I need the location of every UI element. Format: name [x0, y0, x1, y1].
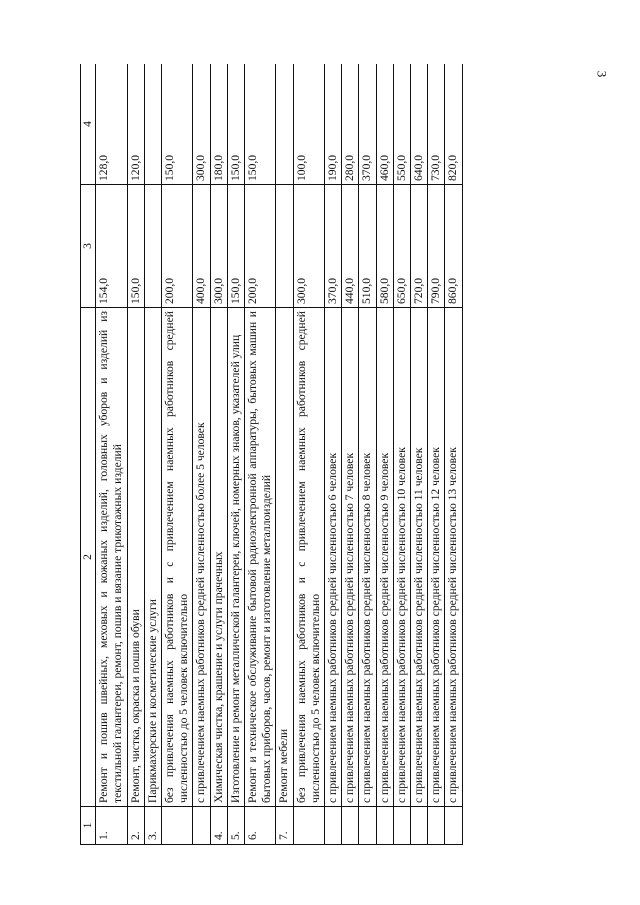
value-col4-cell: 460,0: [376, 64, 393, 185]
table-row: [293, 64, 324, 845]
value-col4-cell: 100,0: [293, 64, 324, 185]
service-name-cell: с привлечением наемных работников средней численностью 8 человек: [359, 308, 376, 807]
table-row: [276, 64, 293, 845]
service-name-cell: Ремонт и техническое обслуживание бытовой радиоэлектронной аппаратуры, бытовых машин и бытовых приборов, часов, ремонт и изготовление металлоизделий: [245, 308, 276, 807]
value-col3-cell: 400,0: [193, 185, 210, 308]
page-number: 3: [594, 70, 610, 78]
table-row: [127, 64, 144, 845]
value-col3-cell: 150,0: [227, 185, 244, 308]
service-name-cell: Парикмахерские и косметические услуги: [144, 308, 161, 807]
value-col4-cell: 550,0: [393, 64, 410, 185]
value-col3-cell: 200,0: [162, 185, 193, 308]
value-col3-cell: 860,0: [445, 185, 462, 308]
table-row: [227, 64, 244, 845]
row-number-cell: 1.: [96, 807, 127, 845]
service-name-cell: Изготовление и ремонт металлической галантереи, ключей, номерных знаков, указателей улиц: [227, 308, 244, 807]
service-name-cell: с привлечением наемных работников средней численностью 7 человек: [342, 308, 359, 807]
row-number-cell: [376, 807, 393, 845]
row-number-cell: [293, 807, 324, 845]
value-col4-cell: 150,0: [227, 64, 244, 185]
value-col4-cell: 120,0: [127, 64, 144, 185]
value-col4-cell: 190,0: [325, 64, 342, 185]
table-row: [193, 64, 210, 845]
table-row: [162, 64, 193, 845]
table-row: [96, 64, 127, 845]
value-col3-cell: 370,0: [325, 185, 342, 308]
header-cell-4: 4: [81, 64, 96, 185]
table-row: [376, 64, 393, 845]
value-col3-cell: 510,0: [359, 185, 376, 308]
table-row: [144, 64, 161, 845]
table-row: [210, 64, 227, 845]
service-name-cell: без привлечения наемных работников и с привлечением наемных работников средней численностью до 5 человек включительно: [293, 308, 324, 807]
row-number-cell: [359, 807, 376, 845]
row-number-cell: [428, 807, 445, 845]
table-row: [359, 64, 376, 845]
value-col4-cell: 280,0: [342, 64, 359, 185]
value-col4-cell: 730,0: [428, 64, 445, 185]
table-header-row: [81, 64, 96, 845]
value-col3-cell: 154,0: [96, 185, 127, 308]
value-col4-cell: 180,0: [210, 64, 227, 185]
row-number-cell: [325, 807, 342, 845]
service-name-cell: без привлечения наемных работников и с привлечением наемных работников средней численностью до 5 человек включительно: [162, 308, 193, 807]
row-number-cell: [193, 807, 210, 845]
row-number-cell: 6.: [245, 807, 276, 845]
value-col4-cell: 128,0: [96, 64, 127, 185]
value-col3-cell: 650,0: [393, 185, 410, 308]
value-col3-cell: 790,0: [428, 185, 445, 308]
service-name-cell: с привлечением наемных работников средней численностью 12 человек: [428, 308, 445, 807]
row-number-cell: 3.: [144, 807, 161, 845]
table-row: [342, 64, 359, 845]
table-row: [445, 64, 462, 845]
value-col3-cell: [276, 185, 293, 308]
value-col4-cell: 640,0: [411, 64, 428, 185]
value-col3-cell: 200,0: [245, 185, 276, 308]
document-sheet: [80, 64, 573, 845]
row-number-cell: 5.: [227, 807, 244, 845]
header-cell-2: 2: [81, 308, 96, 807]
value-col3-cell: 300,0: [210, 185, 227, 308]
value-col3-cell: [144, 185, 161, 308]
service-name-cell: Химическая чистка, крашение и услуги прачечных: [210, 308, 227, 807]
header-cell-3: 3: [81, 185, 96, 308]
row-number-cell: [162, 807, 193, 845]
row-number-cell: [411, 807, 428, 845]
value-col4-cell: 300,0: [193, 64, 210, 185]
value-col4-cell: 820,0: [445, 64, 462, 185]
value-col4-cell: [276, 64, 293, 185]
service-name-cell: с привлечением наемных работников средней численностью 10 человек: [393, 308, 410, 807]
table-row: [393, 64, 410, 845]
value-col4-cell: [144, 64, 161, 185]
service-name-cell: с привлечением наемных работников средней численностью более 5 человек: [193, 308, 210, 807]
table-row: [245, 64, 276, 845]
service-name-cell: с привлечением наемных работников средней численностью 13 человек: [445, 308, 462, 807]
row-number-cell: 7.: [276, 807, 293, 845]
service-name-cell: Ремонт и пошив швейных, меховых и кожаных изделий, головных уборов и изделий из текстильной галантереи, ремонт, пошив и вязание трикотажных изделий: [96, 308, 127, 807]
row-number-cell: 4.: [210, 807, 227, 845]
value-col3-cell: 300,0: [293, 185, 324, 308]
service-name-cell: Ремонт мебели: [276, 308, 293, 807]
row-number-cell: [342, 807, 359, 845]
rotated-table-wrapper: [80, 64, 573, 845]
table-row: [428, 64, 445, 845]
service-name-cell: с привлечением наемных работников средней численностью 11 человек: [411, 308, 428, 807]
value-col3-cell: 440,0: [342, 185, 359, 308]
table-row: [325, 64, 342, 845]
value-col3-cell: 720,0: [411, 185, 428, 308]
table-row: [411, 64, 428, 845]
service-name-cell: с привлечением наемных работников средней численностью 6 человек: [325, 308, 342, 807]
value-col3-cell: 150,0: [127, 185, 144, 308]
row-number-cell: 2.: [127, 807, 144, 845]
row-number-cell: [445, 807, 462, 845]
value-col4-cell: 370,0: [359, 64, 376, 185]
value-col4-cell: 150,0: [245, 64, 276, 185]
row-number-cell: [393, 807, 410, 845]
service-name-cell: Ремонт, чистка, окраска и пошив обуви: [127, 308, 144, 807]
header-cell-1: 1: [81, 807, 96, 845]
service-name-cell: с привлечением наемных работников средней численностью 9 человек: [376, 308, 393, 807]
value-col3-cell: 580,0: [376, 185, 393, 308]
value-col4-cell: 150,0: [162, 64, 193, 185]
tariff-table: [80, 64, 463, 845]
